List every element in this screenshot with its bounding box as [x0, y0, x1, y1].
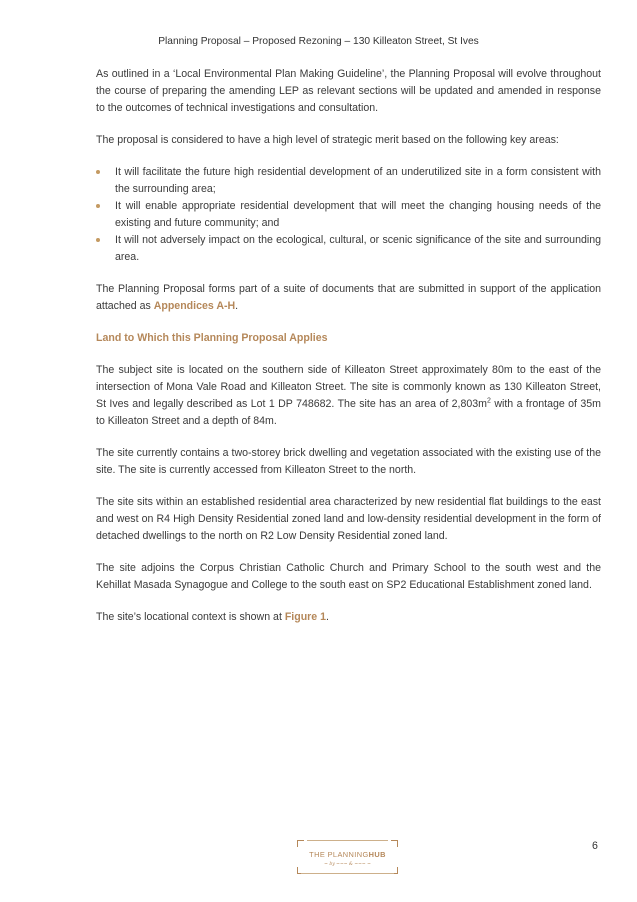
- bullet-icon: [96, 238, 100, 242]
- appendices-link[interactable]: Appendices A-H: [153, 300, 236, 312]
- locational-context-paragraph: The site’s locational context is shown at Figure 1.: [96, 611, 329, 623]
- bullet-icon: [96, 170, 100, 174]
- list-item: It will not adversely impact on the ecological, cultural, or scenic significance of the site and surrounding area.: [96, 232, 601, 266]
- adjoining-uses-paragraph: The site adjoins the Corpus Christian Catholic Church and Primary School to the south west and the Kehillat Masada Synagogue and College to the south east on SP2 Educational Establishment zoned land.: [96, 562, 601, 591]
- surrounding-area-paragraph: The site sits within an established residential area characterized by new residential flat buildings to the east and west on R4 High Density Residential zoned land and low-density residential development in the form of detached dwellings to the north on R2 Low Density Residential zoned land.: [96, 496, 601, 542]
- logo-signature: ~ by ~~~ & ~~~ ~: [324, 862, 371, 867]
- figure-1-link[interactable]: Figure 1: [284, 611, 327, 623]
- strategic-merit-paragraph: The proposal is considered to have a high level of strategic merit based on the following key areas:: [96, 134, 559, 146]
- planning-hub-logo: [297, 840, 398, 874]
- key-areas-list: [96, 164, 601, 266]
- list-item: It will facilitate the future high residential development of an underutilized site in a form consistent with the surrounding area;: [96, 164, 601, 198]
- section-heading: Land to Which this Planning Proposal Applies: [96, 332, 328, 344]
- page-number: 6: [592, 840, 598, 852]
- page-header: Planning Proposal – Proposed Rezoning – 130 Killeaton Street, St Ives: [158, 36, 479, 47]
- bullet-icon: [96, 204, 100, 208]
- site-location-paragraph: The subject site is located on the southern side of Killeaton Street approximately 80m to the east of the intersection of Mona Vale Road and Killeaton Street. The site is commonly known as 130 Killeaton Street, St Ives and legally described as Lot 1 DP 748682. The site has an area of $2,803m^2$ with a frontage of 35m to Killeaton Street and a depth of 84m.: [96, 364, 602, 427]
- document-body: [96, 66, 601, 626]
- site-use-paragraph: The site currently contains a two-storey brick dwelling and vegetation associated with the existing use of the site. The site is currently accessed from Killeaton Street to the north.: [96, 447, 601, 476]
- logo-text: THE PLANNINGHUB: [309, 850, 386, 859]
- appendices-paragraph: The Planning Proposal forms part of a suite of documents that are submitted in support of the application attached as Appendices A-H.: [96, 283, 601, 312]
- list-item: It will enable appropriate residential development that will meet the changing housing needs of the existing and future community; and: [96, 198, 601, 232]
- intro-paragraph: As outlined in a ‘Local Environmental Plan Making Guideline’, the Planning Proposal will evolve throughout the course of preparing the amending LEP as relevant sections will be updated and amended in response to the outcomes of technical investigations and consultation.: [96, 68, 601, 114]
